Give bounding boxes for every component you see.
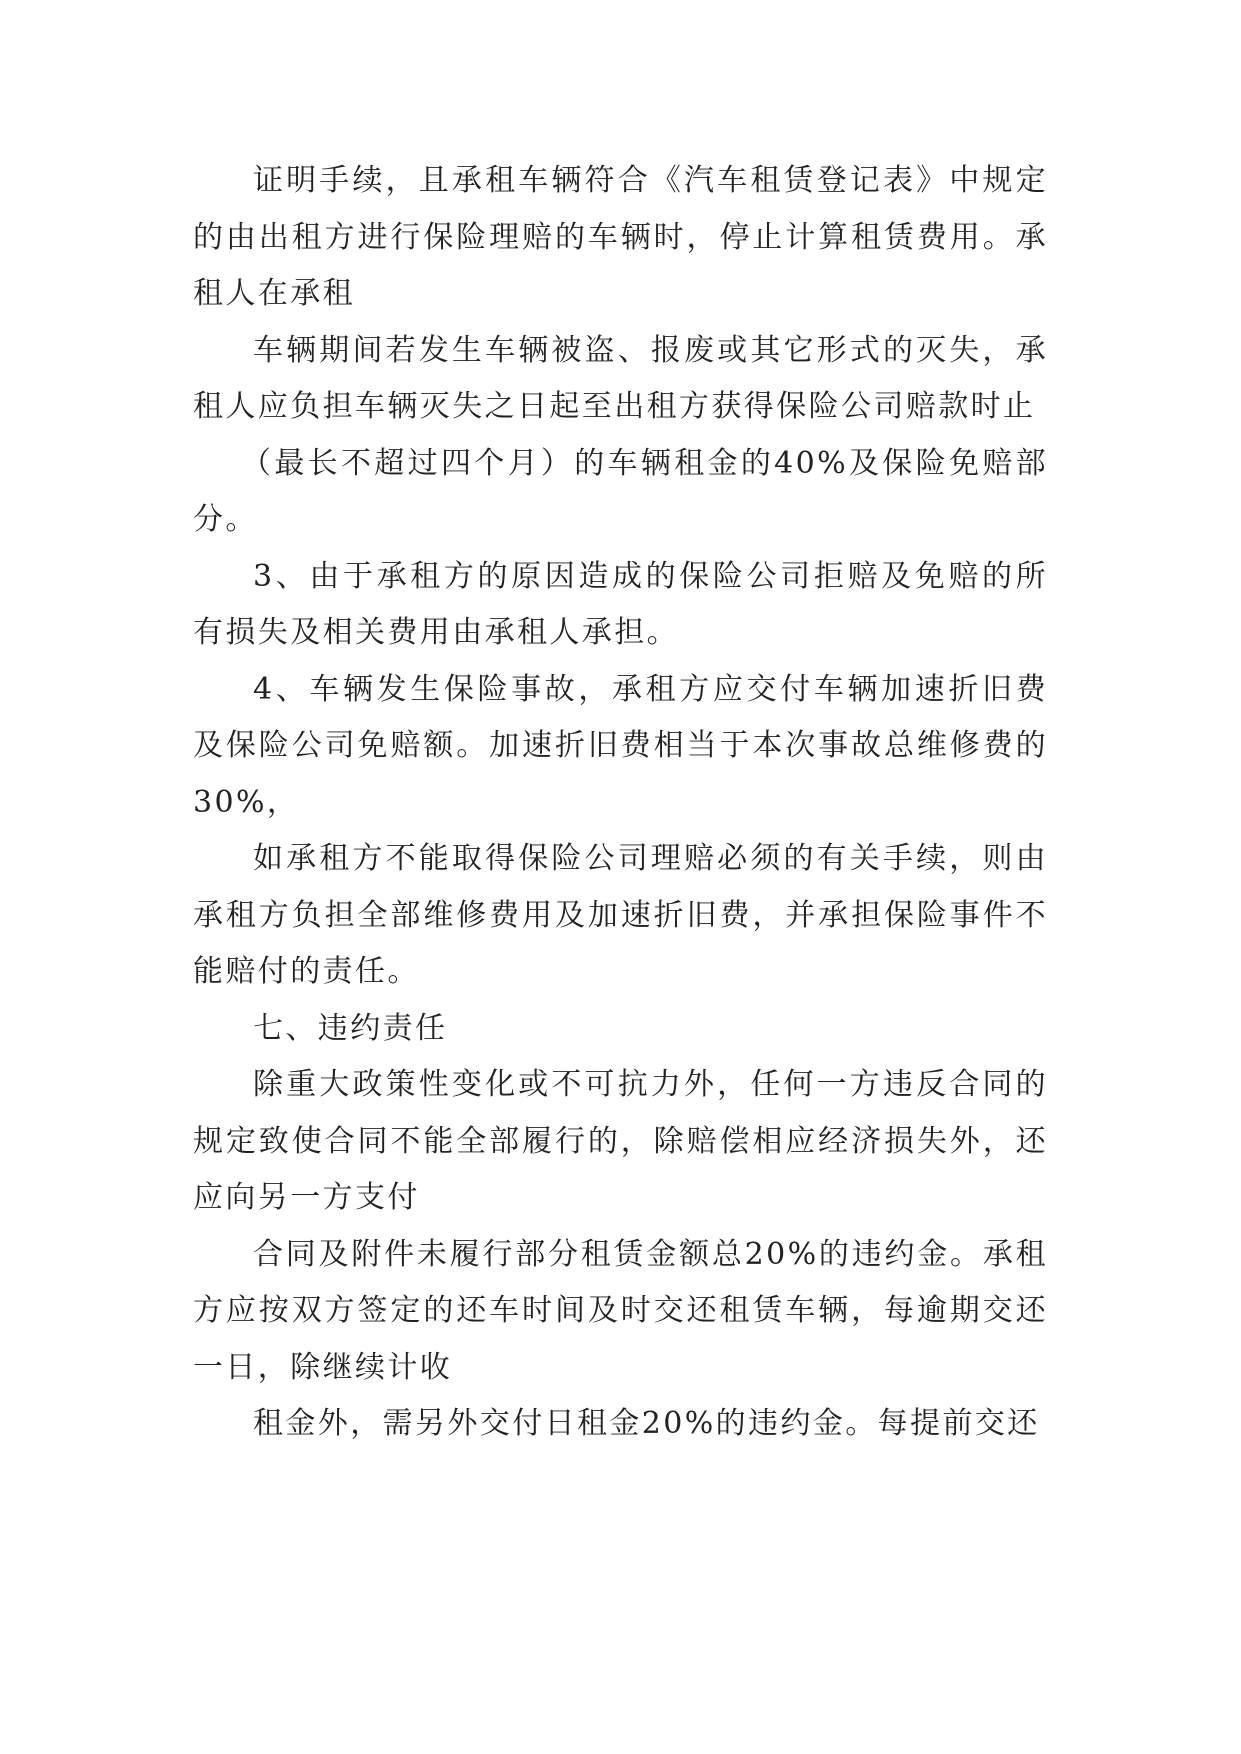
paragraph-penalty-twenty-percent: 合同及附件未履行部分租赁金额总20%的违约金。承租方应按双方签定的还车时间及时交还租赁车辆，每逾期交还一日，除继续计收 [193, 1236, 1048, 1385]
paragraph-rent-forty-percent: （最长不超过四个月）的车辆租金的40%及保险免赔部分。 [193, 445, 1048, 537]
paragraph-breach-general: 除重大政策性变化或不可抗力外，任何一方违反合同的规定致使合同不能全部履行的，除赔偿相应经济损失外，还应向另一方支付 [193, 1067, 1048, 1215]
paragraph-repair-costs: 如承租方不能取得保险公司理赔必须的有关手续，则由承租方负担全部维修费用及加速折旧费，并承担保险事件不能赔付的责任。 [193, 841, 1048, 989]
paragraph-vehicle-loss: 车辆期间若发生车辆被盗、报废或其它形式的灭失，承租人应负担车辆灭失之日起至出租方获得保险公司赔款时止 [193, 332, 1048, 424]
paragraph-daily-rent-penalty: 租金外，需另外交付日租金20%的违约金。每提前交还 [253, 1406, 1040, 1441]
document-body [193, 153, 1048, 1453]
paragraph-clause-4: 4、车辆发生保险事故，承租方应交付车辆加速折旧费及保险公司免赔额。加速折旧费相当于本次事故总维修费的30%， [193, 671, 1048, 820]
paragraph-insurance-claim-procedure: 证明手续，且承租车辆符合《汽车租赁登记表》中规定的由出租方进行保险理赔的车辆时，停止计算租赁费用。承租人在承租 [193, 163, 1048, 311]
section-heading-breach-liability: 七、违约责任 [253, 1010, 448, 1046]
paragraph-clause-3: 3、由于承租方的原因造成的保险公司拒赔及免赔的所有损失及相关费用由承租人承担。 [193, 558, 1048, 650]
